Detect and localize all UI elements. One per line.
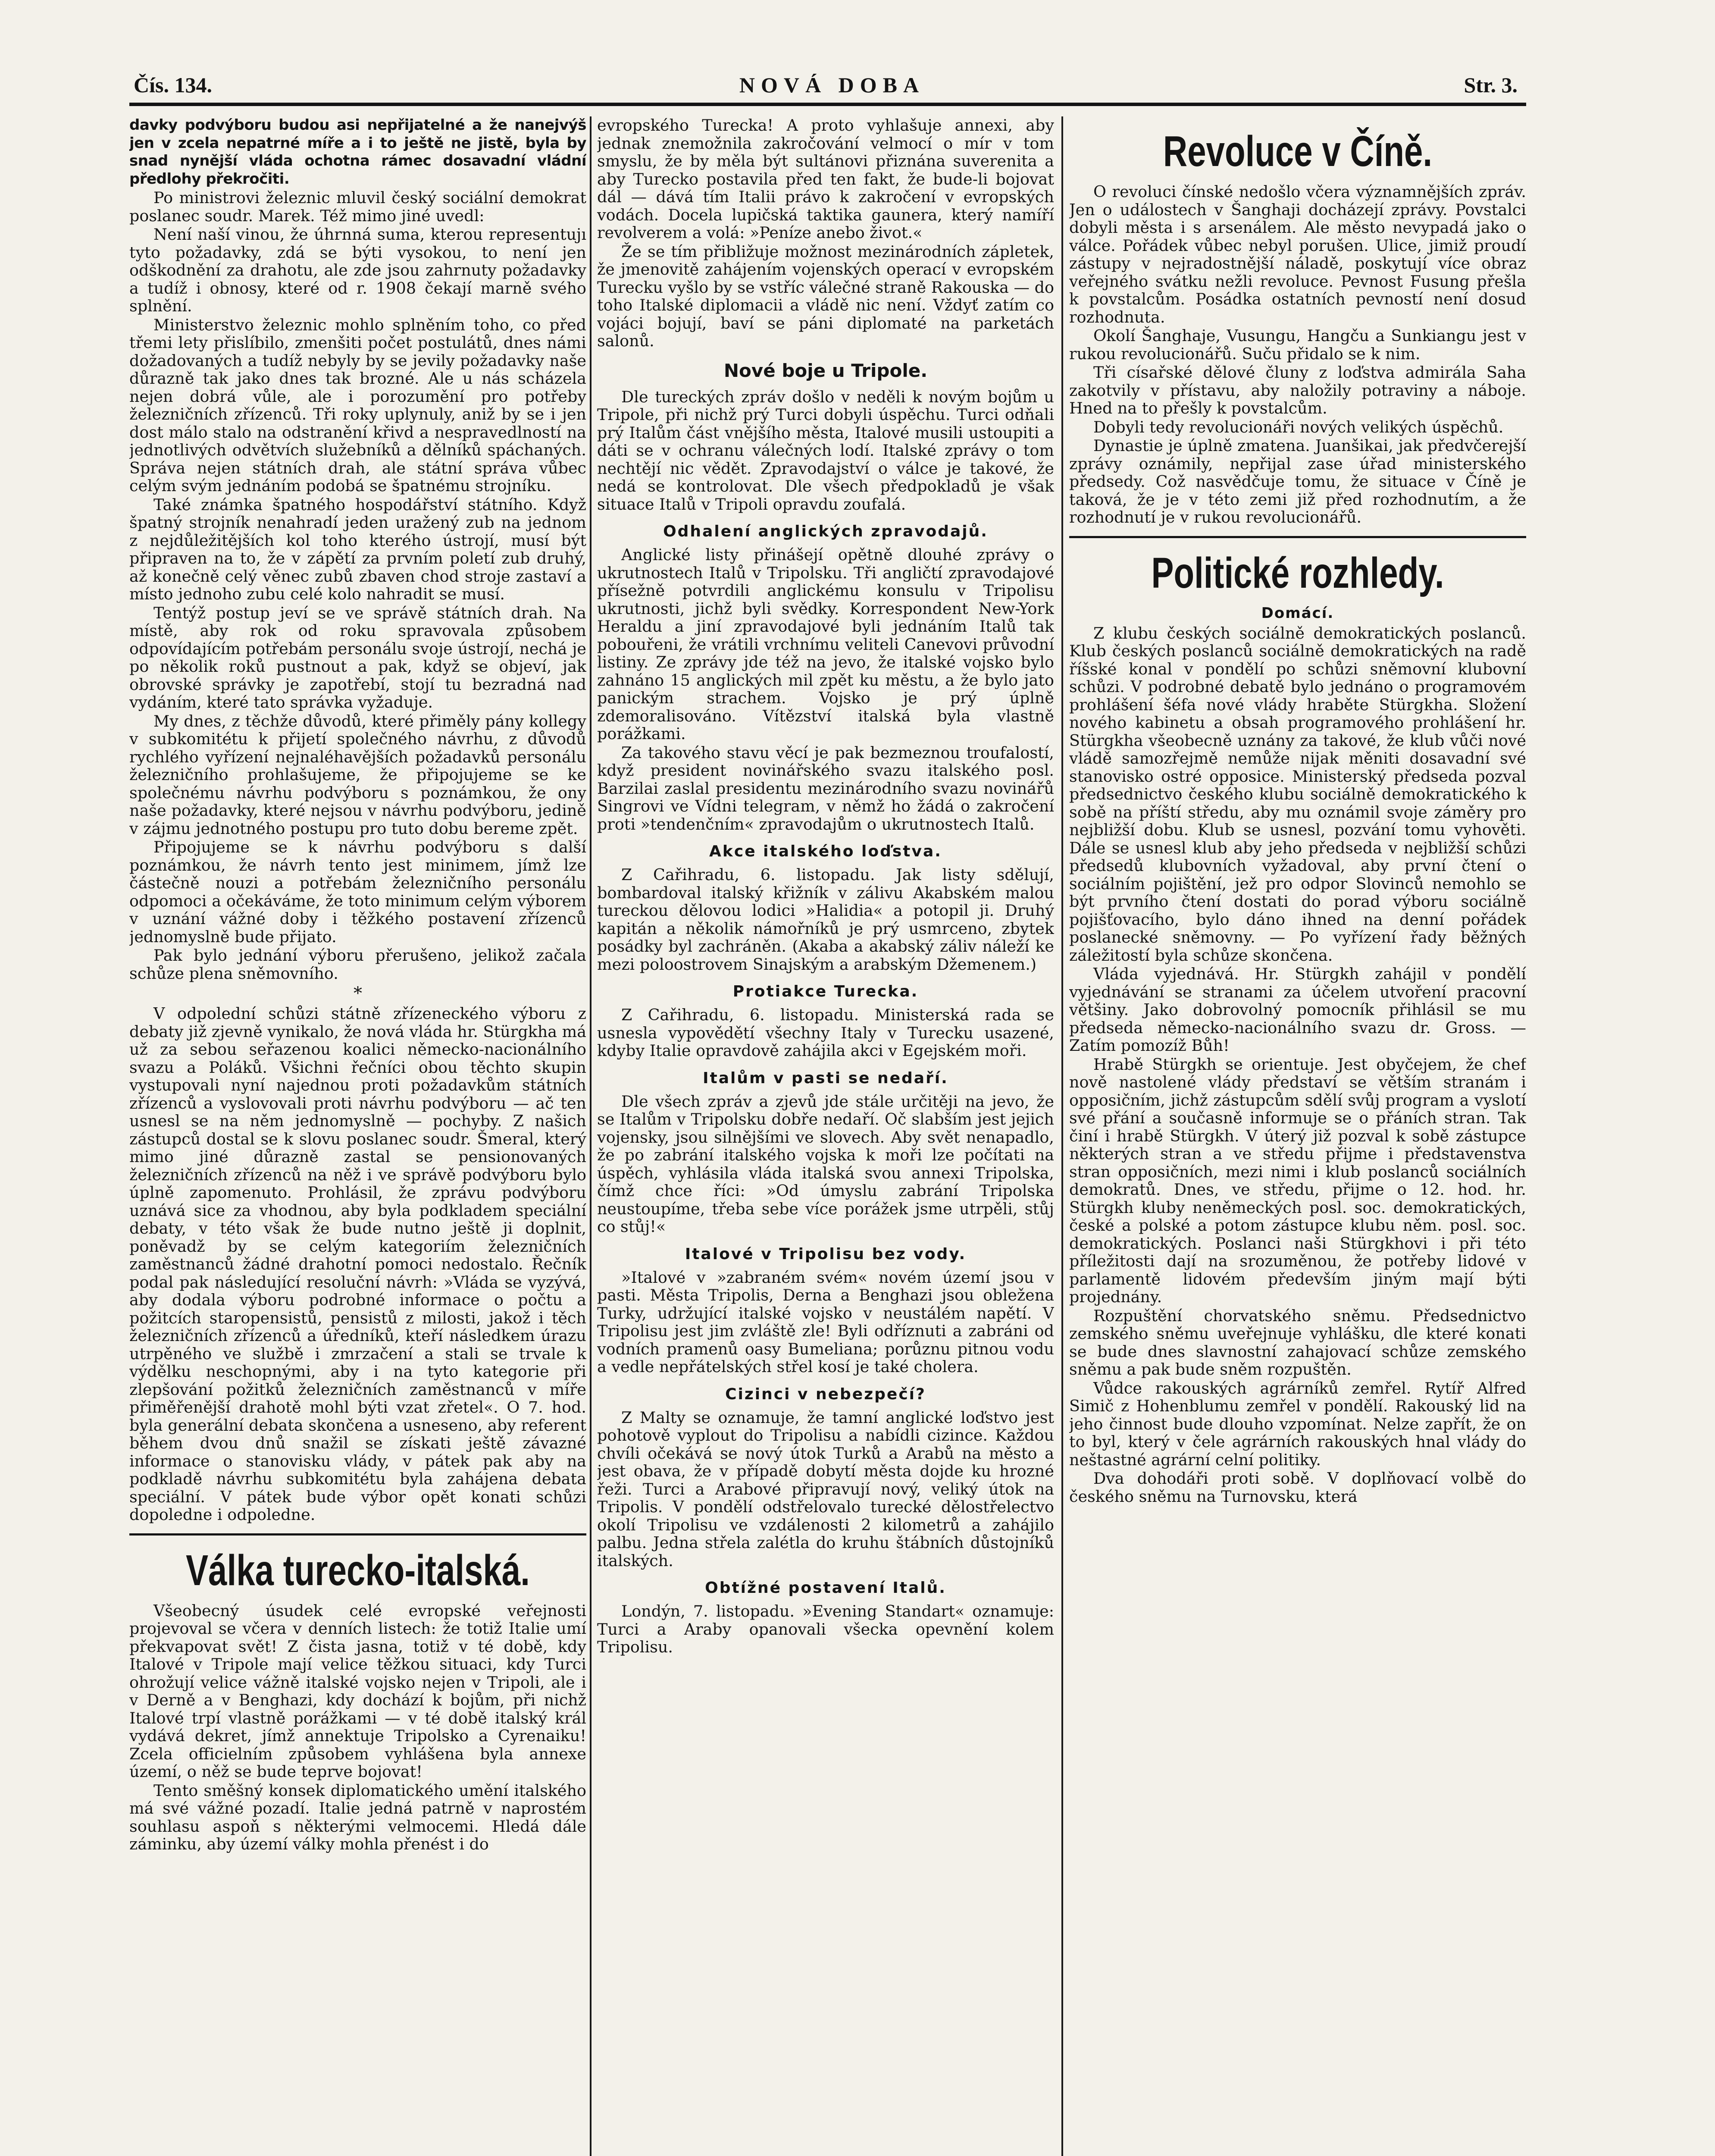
paragraph: Po ministrovi železnic mluvil český sociální demokrat poslanec soudr. Marek. Též mimo jiné uvedl: [129, 188, 586, 225]
subheading: Cizinci v nebezpečí? [725, 1385, 926, 1403]
paragraph: Z klubu českých sociálně demokratických poslanců. Klub českých poslanců sociálně demokratických na radě říšské konal v pondělí po schůzi sněmovní klubovní schůzi. V podrobné debatě bylo jednáno o programovém prohlášení šéfa nové vlády hraběte Stürgkha. Složení nového kabinetu a obsah programového prohlášení hr. Stürgkha všeobecně uznány za takové, že klub vůči nové vládě samozřejmě nemůže nijak měniti dosavadní své stanovisko ostré opposice. Ministerský předseda pozval předsednictvo českého klubu sociálně demokratického k sobě na příští středu, aby mu oznámil svoje záměry pro nejbližší dobu. Klub se usnesl, pozvání tomu vyhověti. Dále se usnesl klub aby jeho předseda v nejbližší schůzi předsedů klubovních vyžadoval, aby první čtení o sociálním pojištění, jež pro odpor Slovinců nemohlo se být prvního čtení dostati do porad výboru sociálně pojišťovacího, bylo dáno ihned na denní pořádek poslanecké sněmovny. — Po vyřízení řady běžných záležitostí byla schůze skončena. [1069, 624, 1526, 965]
paragraph: Vůdce rakouských agrárníků zemřel. Rytíř Alfred Simič z Hohenblumu zemřel v pondělí. Rakouský lid na jeho činnost bude dlouho vzpomínat. Nelze zapřít, že on to byl, který v čele agrárních rakouských hnal vlády do neštastné agrární celní politiky. [1069, 1379, 1526, 1469]
section-rule [129, 1533, 586, 1536]
paragraph: »Italové v »zabraném svém« novém území jsou v pasti. Města Tripolis, Derna a Benghazi jsou obležena Turky, udržující italské vojsko v neustálém napětí. V Tripolisu jest jim zvláště zle! Byli odříznuti a zabráni od vodních pramenů oasy Bumeliana; porůznu pitnou vodu a vedle nepřátelských střel kosí je také cholera. [597, 1268, 1054, 1376]
section-title-war: Válka turecko-italská. [186, 1546, 530, 1595]
paragraph: V odpolední schůzi státně zřízeneckého výboru z debaty již zjevně vynikalo, že nová vláda hr. Stürgkha má už za sebou seřazenou koalici německo-nacionálního svazu a Poláků. Všichni řečníci obou těchto skupin vystupovali nyní najednou proti požadavkům státních zřízenců a vyslovovali proti návrhu podvýboru — ač ten usnesl se na něm jednomyslně — pochyby. Z našich zástupců dostal se k slovu poslanec soudr. Šmeral, který mimo jiné důrazně zastal se pensionovaných železničních zřízenců na něž i ve správě podvýboru bylo úplně zapomenuto. Prohlásil, že zprávu podvýboru uznává sice za vhodnou, aby byla podkladem speciální debaty, v této však že bude nutno ještě ji doplnit, poněvadž by se celým kategoriím železničních zaměstnanců žádné drahotní pomoci nedostalo. Řečník podal pak následující resoluční návrh: »Vláda se vyzývá, aby dodala výboru podrobné informace o počtu a požitcích staropensistů, pensistů z milosti, jakož i těch železničních zřízenců a úředníků, kteří následkem úrazu utrpěného ve službě i zmrzačení a stali se trvale k výdělku neschopnými, aby i na tyto kategorie při zlepšování požitků železničních zaměstnanců v míře přiměřenější drahotě mohl býti vzat zřetel«. O 7. hod. byla generální debata skončena a usneseno, aby referent během dvou dnů snažil se získati ještě závazné informace o stanovisku vlády, v pátek pak aby na podkladě návrhu subkomitétu byla zahájena debata speciální. V pátek bude výbor opět konati schůzi dopoledne i odpoledne. [129, 1004, 586, 1524]
paragraph: Dle tureckých zpráv došlo v neděli k novým bojům u Tripole, při nichž prý Turci dobyli úspěchu. Turci odňali prý Italům část vnějšího města, Italové musili ustoupiti a dáti se v ochranu válečných lodí. Italské zprávy o tom nechtějí nic vědět. Zpravodajství o válce je takové, že nedá se kontrolovat. Dle všech předpokladů je však situace Italů v Tripoli opravdu zoufalá. [597, 387, 1054, 514]
subheading: Protiakce Turecka. [732, 983, 919, 1000]
paragraph: evropského Turecka! A proto vyhlašuje annexi, aby jednak znemožnila zakročování velmocí o mír v tom smyslu, že by měla být sultánovi přiznána suverenita a aby Turecko postavila před ten fakt, že bude-li bojovat dál — dává tím Italii právo k zakročení v evropských vodách. Docela lupičská taktika gaunera, který namíří revolverem a volá: »Peníze anebo život.« [597, 116, 1054, 242]
column-divider-2 [1061, 116, 1063, 2156]
paragraph: Londýn, 7. listopadu. »Evening Standart« oznamuje: Turci a Araby opanovali všecka opevnění kolem Tripolisu. [597, 1602, 1054, 1656]
subheading: Akce italského loďstva. [709, 843, 942, 860]
subheading: Odhalení anglických zpravodajů. [663, 523, 988, 540]
paragraph: Není naší vinou, že úhrnná suma, kterou representujı tyto požadavky, zdá se býti vysokou, to není jen odškodnění za drahotu, ale zde jsou zahrnuty požadavky a tudíž i obnosy, které od r. 1908 čekají marně svého splnění. [129, 225, 586, 315]
paragraph: Za takového stavu věcí je pak bezmeznou troufalostí, když president novinářského svazu italského posl. Barzilai zaslal presidentu mezinárodního svazu novinářů Singrovi ve Vídni telegram, v němž ho žádá o zakročení proti »tendenčním« zpravodajům o ukrutnostech Italů. [597, 743, 1054, 834]
paragraph: Rozpuštění chorvatského sněmu. Předsednictvo zemského sněmu uveřejnuje vyhlášku, dle které konati se bude dnes slavnostní zahajovací schůze zemského sněmu a pak bude sněm rozpuštěn. [1069, 1306, 1526, 1379]
paragraph: davky podvýboru budou asi nepřijatelné a že nanejvýš jen v zcela nepatrné míře a i to ještě ne jistě, byla by snad nynější vláda ochotna rámec dosavadní vládní předlohy překročiti. [129, 116, 586, 188]
paragraph: Anglické listy přinášejí opětně dlouhé zprávy o ukrutnostech Italů v Tripolsku. Tři angličtí zpravodajové přísežně potvrdili anglickému konsulu v Tripolisu ukrutnosti, jichž byli svědky. Korrespondent New-York Heraldu a jiní zpravodajové byli jednáním Italů tak pobouřeni, že vrátili vrchnímu veliteli Canevovi průvodní listiny. Ze zprávy jde též na jevo, že italské vojsko bylo zahnáno 15 anglických mil zpět ku městu, a že bylo jato panickým strachem. Vojsko je prý úplně zdemoralisováno. Vítězství italská byla vlastně porážkami. [597, 545, 1054, 743]
paragraph: Tento směšný konsek diplomatického umění italského má své vážné pozadí. Italie jedná patrně v naprostém souhlasu aspoň s některými velmocemi. Hledá dále záminku, aby území války mohla přenést i do [129, 1781, 586, 1853]
paragraph: Okolí Šanghaje, Vusungu, Hangču a Sunkiangu jest v rukou revolucionářů. Suču přidalo se k nim. [1069, 326, 1526, 363]
page-header [129, 72, 1526, 107]
paragraph: Z Cařihradu, 6. listopadu. Ministerská rada se usnesla vypovědětí všechny Italy v Turecku usazené, kdyby Italie opravdově zahájila akci v Egejském moři. [597, 1006, 1054, 1060]
paragraph: Dynastie je úplně zmatena. Juanšikai, jak předvčerejší zprávy oznámily, nepřijal zase úřad ministerského předsedy. Což nasvědčuje tomu, že situace v Číně je taková, že je v této zemi již před rozhodnutím, a že rozhodnutí je v rukou revolucionářů. [1069, 436, 1526, 526]
paragraph: Tři císařské dělové čluny z loďstva admirála Saha zakotvily v přístavu, aby naložily potraviny a náboje. Hned na to přešly k povstalcům. [1069, 363, 1526, 417]
issue-number: Čís. 134. [134, 73, 212, 97]
paragraph: Všeobecný úsudek celé evropské veřejnosti projevoval se včera v denních listech: že totiž Italie umí překvapovat svět! Z čista jasna, totiž v té době, kdy Italové v Tripole mají velice těžkou situaci, kdy Turci ohrožují velice vážně italské vojsko nejen v Tripoli, ale i v Derně a v Benghazi, kdy dochází k bojům, při nichž Italové trpí vlastně porážkami — v té době italský král vydává dekret, jímž annektuje Tripolsko a Cyrenaiku! Zcela officielním způsobem vyhlášena byla annexe území, o něž se bude teprve bojovat! [129, 1601, 586, 1781]
paragraph: O revoluci čínské nedošlo včera významnějších zpráv. Jen o událostech v Šanghaji docházejí zprávy. Povstalci dobyli města i s arsenálem. Ale město nevypadá jako o válce. Pořádek vůbec nebyl porušen. Ulice, jimiž proudí zástupy v nejradostnější náladě, poskytují více obraz veřejného svátku nežli revoluce. Pevnost Fusung přešla k povstalcům. Posádka ostatních pevností není dosud rozhodnuta. [1069, 182, 1526, 326]
subheading: Italové v Tripolisu bez vody. [685, 1245, 967, 1263]
subheading: Nové boje u Tripole. [723, 360, 928, 381]
section-title-politics: Politické rozhledy. [1151, 548, 1444, 597]
paragraph: Dva dohodáři proti sobě. V doplňovací volbě do českého sněmu na Turnovsku, která [1069, 1469, 1526, 1506]
paragraph: Vláda vyjednává. Hr. Stürgkh zahájil v pondělí vyjednávání se stranami za účelem utvoření pracovní většiny. Jako dobrovolný pomocník přihlásil se mu předseda německo-nacionálního svazu dr. Gross. — Zatím pomozíž Bůh! [1069, 965, 1526, 1055]
paragraph: Také známka špatného hospodářství státního. Když špatný strojník nenahradí jeden uražený zub na jednom z nejdůležitějších kol toho kterého ústrojí, musí být připraven na to, že v zápětí za prvním poletí zub druhý, až konečně celý věnec zubů zbaven chod stroje zastaví a místo jednoho zubu celé kolo nahradit se musí. [129, 495, 586, 603]
subheading: Obtížné postavení Italů. [705, 1579, 946, 1597]
paragraph: Tentýž postup jeví se ve správě státních drah. Na místě, aby rok od roku spravovala způsobem odpovídajícím potřebám personálu svoje ústrojí, nechá je po několik roků pustnout a pak, když se objeví, jak obrovské správky je zapotřebí, stojí tu bezradná nad vydáním, které tato správka vyžaduje. [129, 603, 586, 711]
paragraph: Hrabě Stürgkh se orientuje. Jest obyčejem, že chef nově nastolené vlády představí se větším stranám i opposičním, jichž zástupcům sdělí svůj program a vyslotí své přání a současně informuje se o přáních stran. Tak činí i hrabě Stürgkh. V úterý již pozval k sobě zástupce některých stran a ve středu přijme i představenstva stran opposičních, mezi nimi i klub poslanců sociálních demokratů. Dnes, ve středu, přijme o 12. hod. hr. Stürgkh kluby neněmeckých posl. soc. demokratických, české a polské a potom zástupce klubu něm. posl. soc. demokratických. Poslanci naši Stürgkhovi i při této příležitosti dají na srozuměnou, že potřeby lidové v parlamentě lidovém především jiným mají býti projednány. [1069, 1055, 1526, 1306]
column-divider-1 [590, 116, 591, 2156]
subheading-domestic: Domácí. [1261, 604, 1334, 622]
newspaper-title: NOVÁ DOBA [739, 73, 925, 97]
paragraph: Dle všech zpráv a zjevů jde stále určitěji na jevo, že se Italům v Tripolsku dobře nedaří. Oč slabším jest jejich vojensky, jsou silnějšími ve slovech. Aby svět nenapadlo, že po zabrání italského vojska k moři lze počítati na úspěch, vyhlásila vláda italská svou annexi Tripolska, čímž chce říci: »Od úmyslu zabrání Tripolska neustoupíme, třeba sebe více porážek jsme utrpěli, stůj co stůj!« [597, 1092, 1054, 1236]
section-title-china: Revoluce v Číně. [1163, 127, 1433, 175]
paragraph: Připojujeme se k návrhu podvýboru s další poznámkou, že návrh tento jest minimem, jímž lze částečně nouzi a potřebám železničního personálu odpomoci a očekáváme, že toto minimum celým výborem v uznání vážné doby i těžkého postavení zřízenců jednomyslně bude přijato. [129, 838, 586, 946]
page-number: Str. 3. [1464, 73, 1518, 97]
paragraph: Pak bylo jednání výboru přerušeno, jelikož začala schůze plena sněmovního. [129, 946, 586, 983]
paragraph: Že se tím přibližuje možnost mezinárodních zápletek, že jmenovitě zahájením vojenských operací v evropském Turecku vyšlo by se vstříc válečné straně Rakouska — do toho Italské diplomacii a vládě nic není. Vždyť zatím co vojáci bojují, baví se páni diplomaté na parketách salonů. [597, 242, 1054, 350]
paragraph: Ministerstvo železnic mohlo splněním toho, co před třemi lety přislíbilo, zmenšiti počet postulátů, dnes námi dožadovaných a tudíž nebyly by se jevily požadavky naše důrazně tak jako dnes tak brozné. Ale u nás scházela nejen dobrá vůle, ale i porozumění pro potřeby železničních zřízenců. Tři roky uplynuly, aniž by se i jen dost málo stalo na odstranění křivd a nespravedlností na jednotlivých odvětvích služebníků a dělníků spáchaných. Správa nejen státních drah, ale státní správa vůbec celým svým jednáním podobá se špatnému strojníku. [129, 315, 586, 495]
section-rule [1069, 536, 1526, 538]
paragraph: My dnes, z těchže důvodů, které přiměly pány kollegy v subkomitétu k přijetí společného návrhu, z důvodů rychlého vyřízení nejnaléhavějších požadavků personálu železničního prohlašujeme, že připojujeme se ke společnému návrhu podvýboru s poznámkou, že ony naše požadavky, které nejsou v návrhu podvýboru, jedině v zájmu jednotného postupu pro tuto dobu bereme zpět. [129, 711, 586, 838]
separator-star: * [354, 984, 362, 1003]
header-rule [129, 103, 1526, 106]
subheading: Italům v pasti se nedaří. [703, 1069, 948, 1087]
column-1 [129, 116, 586, 2156]
paragraph: Dobyli tedy revolucionáři nových velikých úspěchů. [1093, 417, 1504, 436]
column-3 [1069, 116, 1526, 2156]
paragraph: Z Malty se oznamuje, že tamní anglické loďstvo jest pohotově vyplout do Tripolisu a nabídli cizince. Každou chvíli očekává se nový útok Turků a Arabů na město a jest obava, že v případě dobytí města dojde ku hrozné řeži. Turci a Arabové připravují nový, veliký útok na Tripolis. V pondělí odstřelovalo turecké dělostřelectvo okolí Tripolisu ve vzdálenosti 2 kilometrů a zahájilo palbu. Jedna střela zalétla do kruhu štábních důstojníků italských. [597, 1408, 1054, 1570]
paragraph: Z Cařihradu, 6. listopadu. Jak listy sdělují, bombardoval italský křižník v zálivu Akabském malou tureckou dělovou lodici »Halidia« a potopil ji. Druhý kapitán a několik námořníků je prý usmrceno, zbytek posádky byl zachráněn. (Akaba a akabský záliv náleží ke mezi poloostrovem Sinajským a arabským Džemenem.) [597, 865, 1054, 974]
column-2 [597, 116, 1054, 2156]
